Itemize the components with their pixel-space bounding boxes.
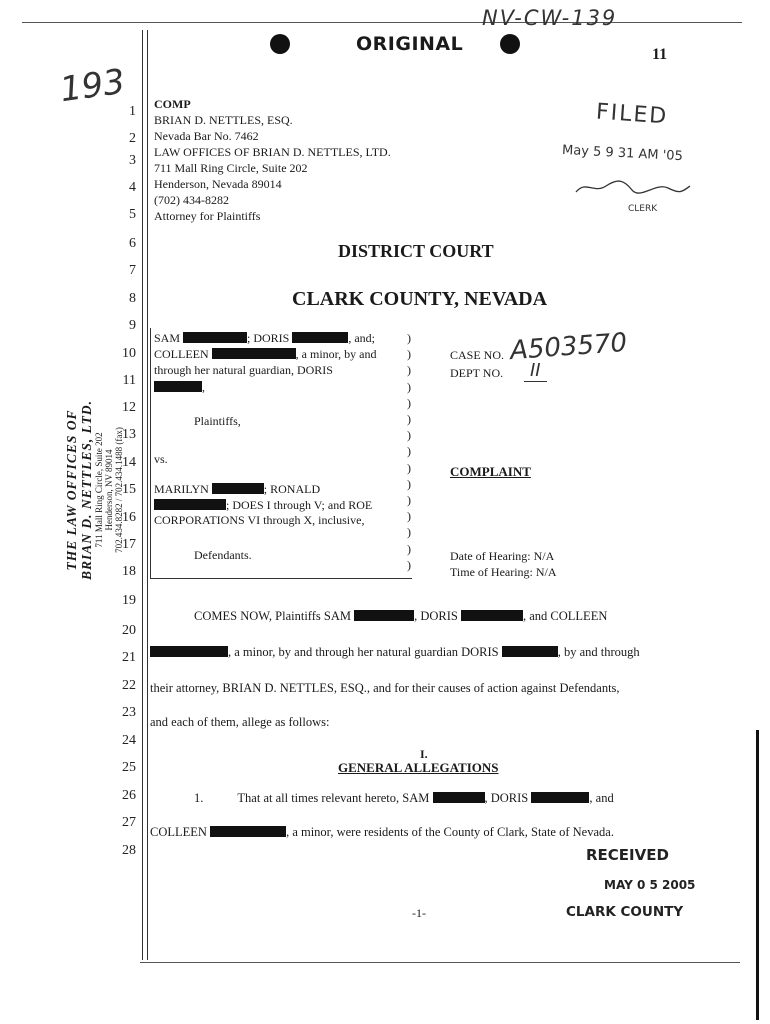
body-line-23: and each of them, allege as follows:	[150, 715, 330, 729]
line-number: 7	[129, 263, 136, 278]
side-letterhead-line3: 711 Mall Ring Circle, Suite 202	[94, 432, 104, 548]
caption-line-4	[154, 380, 205, 395]
bottom-border	[140, 962, 740, 963]
body-text: COLLEEN	[150, 825, 207, 839]
line-number: 14	[122, 455, 136, 470]
body-line-22: their attorney, BRIAN D. NETTLES, ESQ., and for their causes of action against Defendants,	[150, 681, 620, 695]
attorney-address1: 711 Mall Ring Circle, Suite 202	[154, 161, 308, 175]
case-ref-handwritten: NV-CW-139	[482, 6, 618, 30]
caption-defendants: Defendants.	[194, 548, 252, 562]
filed-stamp-date: May 5 9 31 AM '05	[561, 142, 684, 165]
line-number: 13	[122, 427, 136, 442]
line-number: 28	[122, 843, 136, 858]
court-county: CLARK COUNTY, NEVADA	[292, 288, 548, 310]
section-title: GENERAL ALLEGATIONS	[338, 760, 499, 775]
caption-paren: )	[407, 541, 411, 556]
body-text: COMES NOW, Plaintiffs SAM	[194, 609, 351, 623]
caption-line-5	[154, 482, 320, 497]
complaint-title: COMPLAINT	[450, 464, 531, 479]
caption-and: , and;	[348, 331, 376, 345]
caption-does: ; DOES I through V; and ROE	[226, 498, 373, 512]
line-number: 10	[122, 346, 136, 361]
caption-paren: )	[407, 428, 411, 443]
caption-paren: )	[407, 444, 411, 459]
body-line-21	[150, 645, 640, 660]
redaction	[183, 332, 247, 343]
line-number: 25	[122, 760, 136, 775]
line-number: 18	[122, 564, 136, 579]
attorney-firm: LAW OFFICES OF BRIAN D. NETTLES, LTD.	[154, 145, 391, 159]
margin-number-handwritten: 193	[57, 61, 128, 111]
item-number: 1.	[194, 791, 204, 805]
page-mark: 11	[652, 46, 668, 63]
case-no-label: CASE NO.	[450, 348, 505, 362]
left-margin-line-1	[142, 30, 143, 960]
caption-paren: )	[407, 363, 411, 378]
hole-punch-right	[500, 34, 520, 54]
body-line-26	[194, 791, 614, 806]
caption-paren: )	[407, 476, 411, 491]
left-margin-line-2	[147, 30, 148, 960]
side-letterhead	[64, 360, 124, 620]
line-number: 11	[122, 373, 136, 388]
line-number: 2	[129, 131, 136, 146]
received-stamp-label: RECEIVED	[586, 846, 669, 864]
dept-no-label: DEPT NO.	[450, 366, 504, 380]
filed-stamp-clerk: CLERK	[628, 204, 658, 214]
line-number: 20	[122, 623, 136, 638]
caption-paren: )	[407, 395, 411, 410]
caption-paren: )	[407, 347, 411, 362]
doc-code: COMP	[154, 97, 191, 111]
redaction	[150, 646, 228, 657]
side-letterhead-line4: Henderson, NV 89014	[104, 449, 114, 531]
caption-comma: ,	[202, 380, 205, 394]
line-number: 22	[122, 678, 136, 693]
caption-paren: )	[407, 460, 411, 475]
line-number: 19	[122, 593, 136, 608]
line-number: 9	[129, 318, 136, 333]
body-text: , and	[589, 791, 614, 805]
caption-line-7: CORPORATIONS VI through X, inclusive,	[154, 513, 365, 527]
caption-doris: ; DORIS	[247, 331, 290, 345]
body-text: , DORIS	[414, 609, 458, 623]
redaction	[292, 332, 348, 343]
filed-stamp-label: FILED	[595, 99, 670, 130]
caption-paren: )	[407, 525, 411, 540]
redaction	[212, 483, 264, 494]
line-number: 12	[122, 400, 136, 415]
body-text: , DORIS	[484, 791, 529, 805]
redaction	[461, 610, 523, 621]
line-number: 15	[122, 482, 136, 497]
caption-minor: , a minor, by and	[295, 347, 377, 361]
line-number: 23	[122, 705, 136, 720]
redaction	[531, 792, 589, 803]
caption-box-left	[150, 328, 151, 578]
attorney-phone: (702) 434-8282	[154, 193, 229, 207]
line-number: 17	[122, 537, 136, 552]
line-number: 6	[129, 236, 136, 251]
caption-line-6	[154, 498, 372, 513]
line-number: 21	[122, 650, 136, 665]
line-number: 8	[129, 291, 136, 306]
body-line-20	[194, 609, 607, 624]
caption-paren: )	[407, 331, 411, 345]
line-number: 27	[122, 815, 136, 830]
hearing-date: Date of Hearing: N/A	[450, 549, 555, 563]
caption-paren: )	[407, 379, 411, 394]
dept-no-value: II	[524, 360, 547, 382]
redaction	[354, 610, 414, 621]
caption-vs: vs.	[154, 452, 168, 466]
court-name: DISTRICT COURT	[338, 241, 494, 261]
caption-line-2	[154, 347, 377, 362]
caption-ronald: ; RONALD	[263, 482, 321, 496]
body-text: , and COLLEEN	[523, 609, 608, 623]
line-number: 1	[129, 104, 136, 119]
attorney-address2: Henderson, Nevada 89014	[154, 177, 282, 191]
body-line-27	[150, 825, 614, 840]
attorney-name: BRIAN D. NETTLES, ESQ.	[154, 113, 293, 127]
caption-paren: )	[407, 412, 411, 426]
redaction	[433, 792, 485, 803]
top-border	[22, 22, 742, 23]
hole-punch-left	[270, 34, 290, 54]
received-stamp-date: MAY 0 5 2005	[604, 878, 696, 892]
side-letterhead-line1: THE LAW OFFICES OF	[64, 409, 79, 571]
received-stamp-county: CLARK COUNTY	[566, 904, 684, 920]
line-number: 26	[122, 788, 136, 803]
caption-paren: )	[407, 509, 411, 524]
redaction	[154, 381, 202, 392]
section-number: I.	[420, 747, 428, 761]
body-text: , by and through	[557, 645, 640, 659]
caption-line-3: through her natural guardian, DORIS	[154, 363, 333, 377]
redaction	[154, 499, 226, 510]
attorney-bar: Nevada Bar No. 7462	[154, 129, 259, 143]
body-text: , a minor, were residents of the County of Clark, State of Nevada.	[286, 825, 614, 839]
line-number: 5	[129, 207, 136, 222]
caption-paren: )	[407, 557, 411, 572]
page-number: -1-	[412, 906, 426, 920]
side-letterhead-line5: 702.434.8282 / 702.434.1488 (fax)	[114, 427, 124, 553]
caption-line-1	[154, 331, 375, 346]
redaction	[212, 348, 296, 359]
line-number: 16	[122, 510, 136, 525]
original-stamp: ORIGINAL	[356, 33, 464, 55]
filed-signature	[572, 176, 692, 198]
line-number: 3	[129, 153, 136, 168]
right-edge-line	[756, 730, 759, 1020]
caption-marilyn: MARILYN	[154, 482, 209, 496]
caption-sam: SAM	[154, 331, 181, 345]
body-text: That at all times relevant hereto, SAM	[237, 791, 430, 805]
side-letterhead-line2: BRIAN D. NETTLES, LTD.	[79, 399, 94, 581]
redaction	[210, 826, 286, 837]
attorney-role: Attorney for Plaintiffs	[154, 209, 261, 223]
caption-colleen: COLLEEN	[154, 347, 209, 361]
caption-paren: )	[407, 493, 411, 507]
line-number: 24	[122, 733, 136, 748]
redaction	[502, 646, 558, 657]
case-no-value: A503570	[509, 327, 628, 367]
hearing-time: Time of Hearing: N/A	[450, 565, 557, 579]
line-number: 4	[129, 180, 136, 195]
caption-box-bottom	[150, 578, 412, 579]
body-text: , a minor, by and through her natural guardian DORIS	[228, 645, 499, 659]
attorney-block	[154, 96, 391, 224]
caption-plaintiffs: Plaintiffs,	[194, 414, 241, 428]
